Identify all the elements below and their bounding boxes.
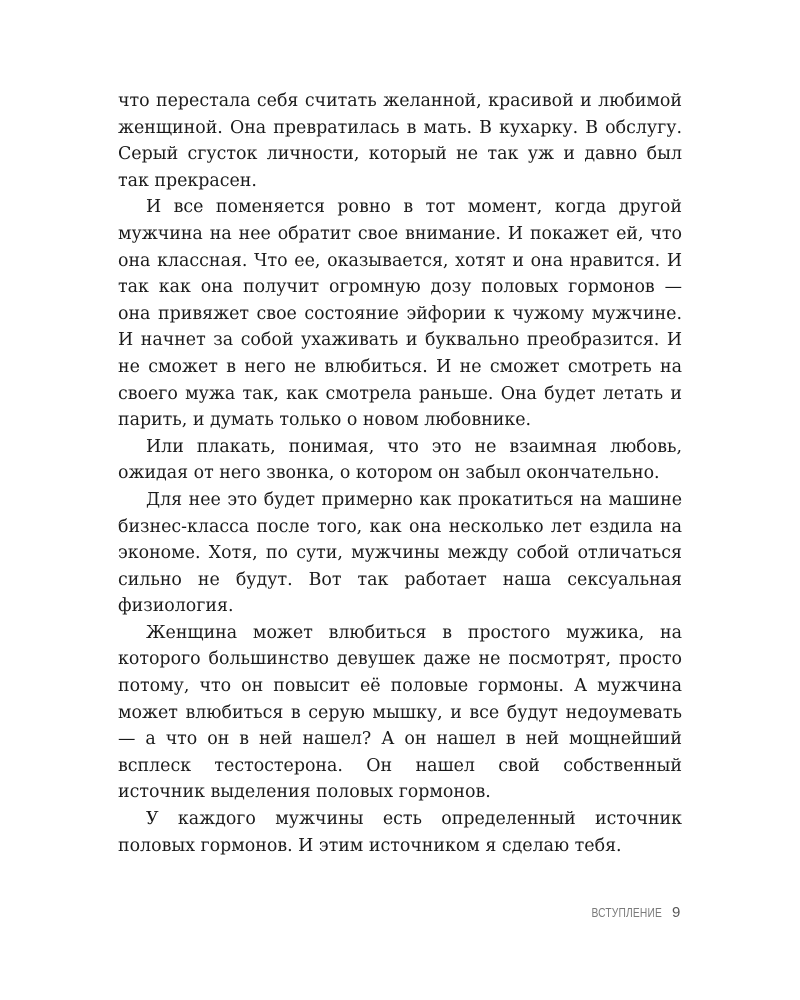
paragraph-4: Для нее это будет примерно как прокатиться на машине бизнес-класса после того, как она несколько лет ездила на экономе. Хотя, по сути, мужчины между собой отличаться сильно не будут. Вот так работает наша сексуальная физиология. — [118, 489, 682, 617]
paragraph-3: Или плакать, понимая, что это не взаимная любовь, ожидая от него звонка, о котором он забыл окончательно. — [118, 436, 682, 484]
page-footer — [0, 904, 800, 928]
body-text — [118, 88, 682, 859]
paragraph-2: И все поменяется ровно в тот момент, когда другой мужчина на нее обратит свое внимание. И покажет ей, что она классная. Что ее, оказывается, хотят и она нравится. И так как она получит огромную дозу половых гормонов — она привяжет свое состояние эйфории к чужому мужчине. И начнет за собой ухаживать и буквально преобразится. И не сможет в него не влюбиться. И не сможет смотреть на своего мужа так, как смотрела раньше. Она будет летать и парить, и думать только о новом любовнике. — [118, 197, 682, 431]
page-number: 9 — [672, 904, 681, 921]
paragraph-1: что перестала себя считать желанной, красивой и любимой женщиной. Она превратилась в мать. В кухарку. В обслугу. Серый сгусток личности, который не так уж и давно был так прекрасен. — [118, 91, 682, 191]
paragraph-6: У каждого мужчины есть определенный источник половых гормонов. И этим источником я сделаю тебя. — [118, 809, 682, 856]
running-head: ВСТУПЛЕНИЕ — [591, 906, 662, 920]
paragraph-5: Женщина может влюбиться в простого мужика, на которого большинство девушек даже не посмотрят, просто потому, что он повысит её половые гормоны. А мужчина может влюбиться в серую мышку, и все будут недоумевать — а что он в ней нашел? А он нашел в ней мощнейший всплеск тестостерона. Он нашел свой собственный источник выделения половых гормонов. — [118, 622, 682, 803]
